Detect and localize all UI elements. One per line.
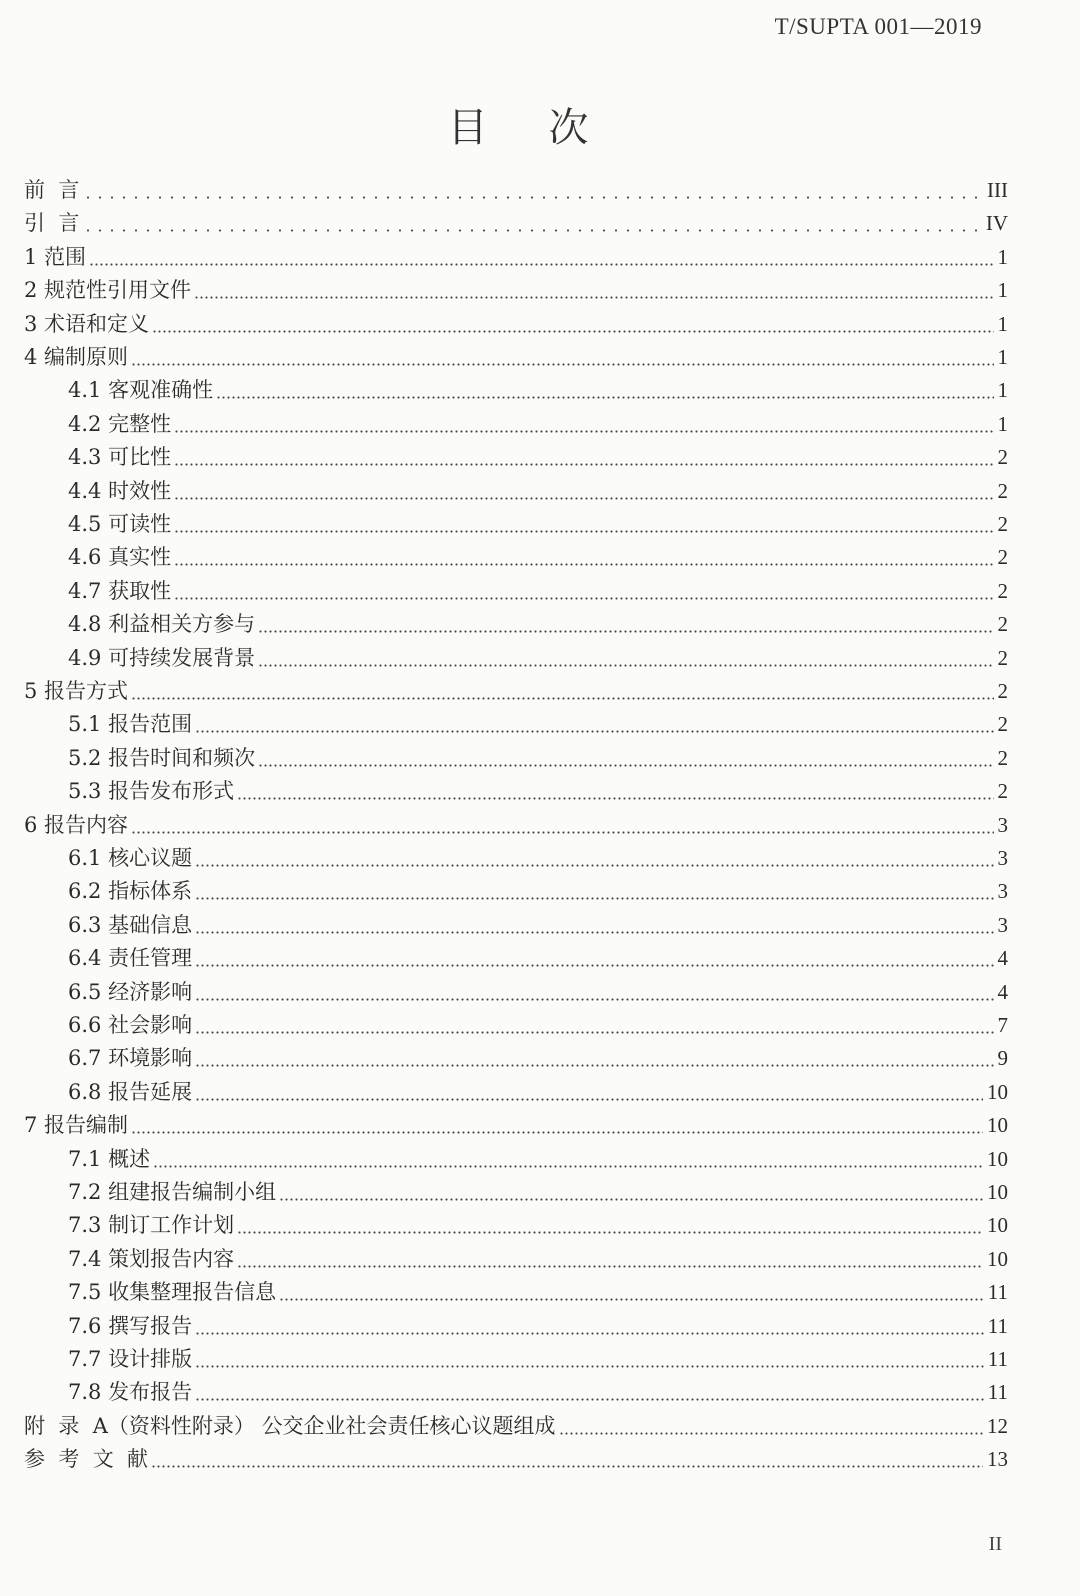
page-title: 目 次	[447, 105, 613, 151]
toc-entry-page: 3	[997, 879, 1008, 904]
toc-entry-page: 2	[997, 745, 1008, 770]
toc-entry-page: 3	[997, 912, 1008, 937]
toc-leader-dots	[174, 497, 993, 500]
toc-leader-dots	[195, 1398, 984, 1401]
toc-leader-dots	[195, 1365, 984, 1368]
toc-leader-dots	[258, 764, 993, 767]
toc-entry-number: 4.9	[68, 645, 109, 670]
toc-leader-dots	[195, 897, 993, 900]
toc-entry-label: 真实性	[108, 545, 172, 570]
toc-entry-page: 2	[997, 612, 1008, 637]
toc-entry-number: 6.2	[68, 879, 109, 904]
toc-entry-page: IV	[985, 211, 1008, 236]
toc-entry-label: 引 言	[24, 211, 80, 236]
toc-entry-label: 可读性	[108, 512, 172, 536]
toc-entry[interactable]	[68, 1376, 1008, 1409]
toc-entry-label: 制订工作计划	[108, 1213, 235, 1238]
toc-leader-dots	[151, 1465, 983, 1468]
toc-leader-dots	[237, 1231, 983, 1234]
toc-leader-dots	[279, 1198, 983, 1201]
toc-entry[interactable]	[68, 708, 1008, 741]
toc-entry[interactable]	[68, 775, 1008, 808]
toc-entry-label: 获取性	[108, 578, 172, 603]
toc-entry[interactable]	[68, 541, 1008, 574]
toc-entry[interactable]	[24, 1109, 1008, 1142]
toc-leader-dots	[82, 229, 981, 232]
toc-entry-page: 10	[987, 1246, 1008, 1271]
toc-entry-page: 7	[997, 1013, 1008, 1037]
toc-entry-label: 报告范围	[108, 712, 193, 737]
toc-entry-label: 指标体系	[108, 879, 193, 904]
toc-entry-label: 客观准确性	[108, 378, 214, 403]
toc-entry[interactable]	[68, 1276, 1008, 1309]
toc-entry[interactable]	[68, 1310, 1008, 1343]
toc-entry-page: 2	[997, 445, 1008, 470]
toc-entry-number: 6	[24, 812, 45, 837]
toc-entry[interactable]	[68, 1076, 1008, 1109]
toc-entry-label: 术语和定义	[44, 311, 150, 336]
toc-entry-number: 1	[24, 244, 45, 269]
toc-entry[interactable]	[24, 1410, 1008, 1443]
toc-entry-number: 6.6	[68, 1013, 109, 1037]
toc-entry-number: 5.1	[68, 712, 109, 737]
toc-leader-dots	[152, 330, 993, 333]
toc-leader-dots	[237, 797, 993, 800]
toc-entry[interactable]	[68, 408, 1008, 441]
toc-entry-label: 责任管理	[108, 946, 193, 971]
toc-entry-page: 2	[997, 512, 1008, 536]
toc-entry-label: 环境影响	[108, 1046, 193, 1071]
toc-entry[interactable]	[68, 575, 1008, 608]
toc-entry-label: 收集整理报告信息	[108, 1280, 277, 1305]
toc-entry-label: 参 考 文 献	[24, 1447, 149, 1472]
toc-entry-page: 9	[997, 1046, 1008, 1071]
toc-entry-number: 4.1	[68, 378, 109, 403]
toc-entry-page: III	[987, 178, 1008, 202]
toc-entry-page: 10	[987, 1213, 1008, 1238]
toc-entry-number: 6.4	[68, 946, 109, 971]
toc-entry-page: 11	[987, 1280, 1008, 1305]
toc-leader-dots	[195, 1064, 993, 1067]
toc-leader-dots	[216, 396, 993, 399]
toc-entry[interactable]	[68, 976, 1008, 1009]
toc-entry-page: 2	[997, 645, 1008, 670]
toc-leader-dots	[174, 530, 993, 533]
toc-entry-page: 2	[997, 578, 1008, 603]
toc-entry[interactable]	[68, 842, 1008, 875]
toc-entry-page: 12	[987, 1413, 1008, 1438]
toc-leader-dots	[131, 831, 993, 834]
toc-entry-label: 时效性	[108, 478, 172, 503]
toc-entry[interactable]	[68, 608, 1008, 641]
toc-entry-number: 4.5	[68, 512, 109, 536]
toc-entry[interactable]	[68, 742, 1008, 775]
toc-entry-number: 4.6	[68, 545, 109, 570]
toc-leader-dots	[89, 263, 993, 266]
toc-entry-number: 7.4	[68, 1246, 109, 1271]
toc-leader-dots	[195, 964, 993, 967]
toc-entry-number: 5.2	[68, 745, 109, 770]
toc-entry[interactable]	[24, 341, 1008, 374]
toc-entry[interactable]	[68, 1209, 1008, 1242]
toc-entry[interactable]	[68, 1243, 1008, 1276]
toc-entry[interactable]	[68, 1343, 1008, 1376]
toc-entry-number: 5.3	[68, 779, 109, 804]
toc-leader-dots	[153, 1165, 983, 1168]
toc-entry-page: 2	[997, 478, 1008, 503]
toc-entry-page: 2	[997, 545, 1008, 570]
toc-entry-label: 规范性引用文件	[44, 278, 192, 303]
toc-entry-label: 报告延展	[108, 1079, 193, 1104]
toc-entry-page: 10	[987, 1146, 1008, 1171]
toc-entry-number: 7	[24, 1113, 45, 1138]
toc-entry[interactable]	[24, 675, 1008, 708]
toc-leader-dots	[195, 1031, 993, 1034]
toc-entry-number: 7.2	[68, 1180, 109, 1204]
toc-entry[interactable]	[68, 942, 1008, 975]
toc-entry[interactable]	[68, 1176, 1008, 1209]
toc-entry[interactable]	[68, 1143, 1008, 1176]
toc-leader-dots	[131, 363, 993, 366]
toc-entry-number: 6.5	[68, 979, 109, 1004]
toc-leader-dots	[195, 1332, 984, 1335]
toc-entry-number: 4.4	[68, 478, 109, 503]
toc-leader-dots	[195, 931, 993, 934]
toc-entry-page: 1	[997, 411, 1008, 436]
toc-leader-dots	[194, 296, 993, 299]
toc-entry-label: 撰写报告	[108, 1313, 193, 1338]
toc-entry-page: 11	[987, 1380, 1008, 1405]
toc-leader-dots	[195, 730, 993, 733]
toc-leader-dots	[195, 998, 993, 1001]
toc-entry-page: 10	[987, 1079, 1008, 1104]
toc-entry-label: 核心议题	[108, 846, 193, 870]
toc-entry-page: 13	[987, 1447, 1008, 1472]
toc-leader-dots	[279, 1298, 984, 1301]
toc-entry-number: 6.3	[68, 912, 109, 937]
toc-entry-label: 利益相关方参与	[108, 612, 256, 637]
toc-entry[interactable]	[24, 809, 1008, 842]
toc-entry-label: 组建报告编制小组	[108, 1180, 277, 1204]
toc-leader-dots	[82, 196, 983, 199]
toc-entry-label: 范围	[44, 244, 87, 269]
toc-entry-number: 7.8	[68, 1380, 109, 1405]
toc-entry[interactable]	[68, 475, 1008, 508]
toc-entry-label: 报告发布形式	[108, 779, 235, 804]
toc-entry-number: 7.7	[68, 1347, 109, 1371]
toc-entry[interactable]	[68, 875, 1008, 908]
toc-entry-number: 5	[24, 679, 45, 703]
toc-entry-label: 编制原则	[44, 345, 129, 369]
toc-entry-label: 前 言	[24, 178, 80, 202]
toc-entry-label: 可比性	[108, 445, 172, 470]
toc-entry-page: 1	[997, 345, 1008, 369]
toc-entry-number: 7.1	[68, 1146, 109, 1171]
toc-entry-label: 报告编制	[44, 1113, 129, 1138]
toc-entry[interactable]	[68, 642, 1008, 675]
toc-leader-dots	[195, 864, 993, 867]
toc-entry-page: 1	[997, 378, 1008, 403]
toc-entry-number: 6.8	[68, 1079, 109, 1104]
toc-leader-dots	[237, 1265, 983, 1268]
toc-entry-number: 4.3	[68, 445, 109, 470]
page-number: II	[988, 1533, 1002, 1555]
toc-entry-label: 可持续发展背景	[108, 645, 256, 670]
document-code: T/SUPTA 001—2019	[774, 14, 982, 39]
toc-entry[interactable]	[24, 241, 1008, 274]
toc-entry-page: 2	[997, 679, 1008, 703]
toc-entry-number: 4.8	[68, 612, 109, 637]
toc-entry[interactable]	[68, 909, 1008, 942]
toc-entry-number: 4.7	[68, 578, 109, 603]
toc-entry-number: 2	[24, 278, 45, 303]
toc-entry-label: 附 录 A（资料性附录） 公交企业社会责任核心议题组成	[24, 1413, 556, 1438]
toc-entry[interactable]	[68, 374, 1008, 407]
toc-entry-number: 6.1	[68, 846, 109, 870]
toc-leader-dots	[258, 630, 993, 633]
toc-entry-page: 11	[987, 1347, 1008, 1371]
toc-entry-label: 报告方式	[44, 679, 129, 703]
toc-entry-page: 4	[997, 979, 1008, 1004]
toc-leader-dots	[174, 430, 993, 433]
toc-entry-number: 4.2	[68, 411, 109, 436]
toc-entry[interactable]	[68, 1009, 1008, 1042]
toc-entry-label: 报告时间和频次	[108, 745, 256, 770]
toc-entry-label: 概述	[108, 1146, 151, 1171]
toc-entry-page: 2	[997, 712, 1008, 737]
toc-leader-dots	[174, 597, 993, 600]
toc-entry-page: 1	[997, 311, 1008, 336]
toc-entry[interactable]	[68, 441, 1008, 474]
toc-entry[interactable]	[24, 274, 1008, 307]
toc-entry-page: 10	[987, 1180, 1008, 1204]
toc-leader-dots	[174, 463, 993, 466]
toc-leader-dots	[131, 697, 993, 700]
toc-entry-page: 3	[997, 846, 1008, 870]
toc-entry[interactable]	[24, 308, 1008, 341]
toc-entry[interactable]	[24, 1443, 1008, 1476]
toc-entry-number: 6.7	[68, 1046, 109, 1071]
toc-entry-page: 2	[997, 779, 1008, 804]
toc-leader-dots	[559, 1432, 983, 1435]
toc-entry-number: 4	[24, 345, 45, 369]
toc-entry-label: 策划报告内容	[108, 1246, 235, 1271]
toc-entry-page: 10	[987, 1113, 1008, 1138]
toc-entry-label: 发布报告	[108, 1380, 193, 1405]
toc-entry[interactable]	[68, 508, 1008, 541]
toc-entry-label: 完整性	[108, 411, 172, 436]
toc-leader-dots	[174, 563, 993, 566]
toc-entry-label: 基础信息	[108, 912, 193, 937]
toc-entry-label: 经济影响	[108, 979, 193, 1004]
toc-entry-number: 7.6	[68, 1313, 109, 1338]
toc-leader-dots	[131, 1131, 983, 1134]
toc-entry-number: 3	[24, 311, 45, 336]
toc-entry-page: 1	[997, 278, 1008, 303]
toc-entry-number: 7.3	[68, 1213, 109, 1238]
toc-entry-label: 报告内容	[44, 812, 129, 837]
toc-entry-number: 7.5	[68, 1280, 109, 1305]
toc-entry[interactable]	[68, 1042, 1008, 1075]
toc-entry-page: 11	[987, 1313, 1008, 1338]
toc-entry-page: 4	[997, 946, 1008, 971]
toc-entry[interactable]	[24, 207, 1008, 240]
toc-entry[interactable]	[24, 174, 1008, 207]
toc-leader-dots	[195, 1098, 983, 1101]
toc-leader-dots	[258, 664, 993, 667]
toc-entry-page: 3	[997, 812, 1008, 837]
toc-entry-label: 社会影响	[108, 1013, 193, 1037]
toc-entry-page: 1	[997, 244, 1008, 269]
toc-entry-label: 设计排版	[108, 1347, 193, 1371]
